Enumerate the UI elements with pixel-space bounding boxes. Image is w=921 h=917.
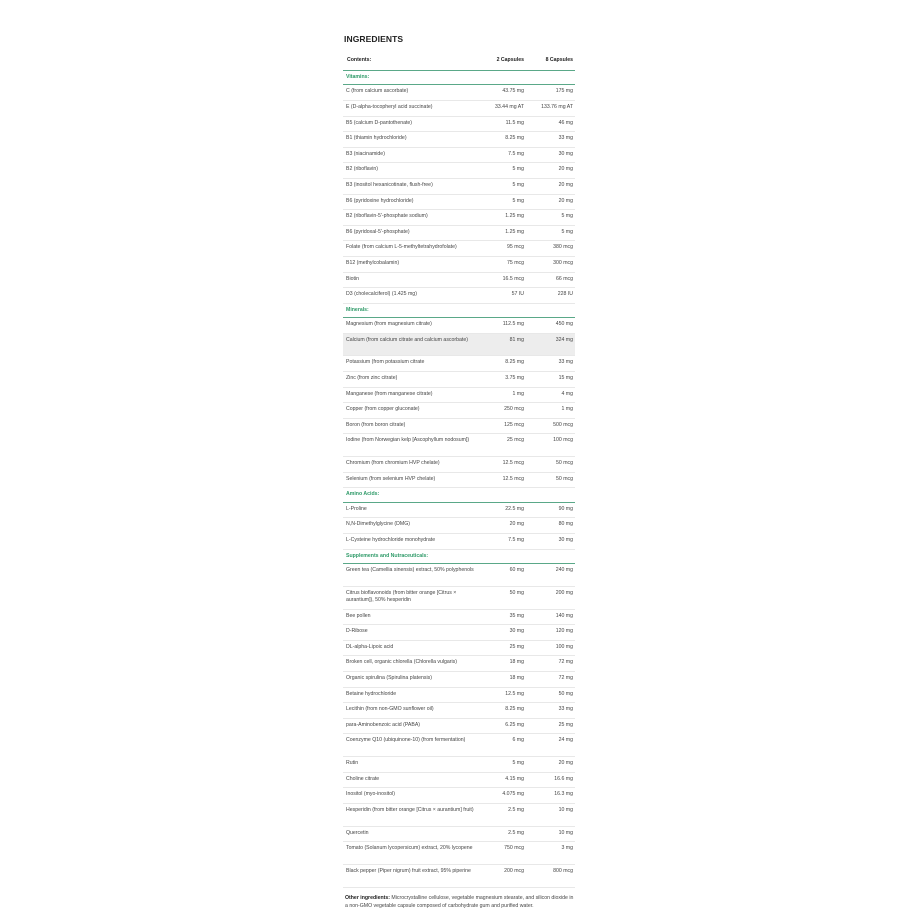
- amount-8-capsules: 20 mg: [526, 163, 575, 179]
- amount-2-capsules: 6 mg: [481, 734, 526, 757]
- ingredient-name: Broken cell, organic chlorella (Chlorella vulgaris): [343, 656, 481, 672]
- table-row: [343, 372, 575, 388]
- ingredient-name: B3 (niacinamide): [343, 147, 481, 163]
- table-row: [343, 318, 575, 334]
- section-title: Minerals:: [343, 303, 575, 317]
- amount-2-capsules: 7.5 mg: [481, 534, 526, 550]
- amount-2-capsules: 2.5 mg: [481, 826, 526, 842]
- table-row: [343, 625, 575, 641]
- amount-2-capsules: 6.25 mg: [481, 718, 526, 734]
- table-row: [343, 210, 575, 226]
- amount-8-capsules: 30 mg: [526, 534, 575, 550]
- table-row: [343, 671, 575, 687]
- amount-8-capsules: 324 mg: [526, 333, 575, 356]
- table-row: [343, 788, 575, 804]
- amount-2-capsules: 1.25 mg: [481, 210, 526, 226]
- amount-8-capsules: 200 mg: [526, 586, 575, 609]
- ingredient-name: B6 (pyridoxine hydrochloride): [343, 194, 481, 210]
- amount-8-capsules: 380 mcg: [526, 241, 575, 257]
- amount-8-capsules: 24 mg: [526, 734, 575, 757]
- amount-8-capsules: 20 mg: [526, 757, 575, 773]
- amount-2-capsules: 5 mg: [481, 178, 526, 194]
- amount-2-capsules: 35 mg: [481, 609, 526, 625]
- ingredient-name: Tomato (Solanum lycopersicum) extract, 20% lycopene: [343, 842, 481, 865]
- table-row: [343, 288, 575, 304]
- table-row: [343, 586, 575, 609]
- section-header-row: [343, 303, 575, 317]
- amount-8-capsules: 50 mcg: [526, 472, 575, 488]
- ingredients-table: [343, 54, 575, 888]
- table-row: [343, 734, 575, 757]
- amount-8-capsules: 72 mg: [526, 671, 575, 687]
- amount-8-capsules: 80 mg: [526, 518, 575, 534]
- ingredient-name: Chromium (from chromium HVP chelate): [343, 457, 481, 473]
- other-ingredients: [343, 894, 575, 910]
- amount-2-capsules: 125 mcg: [481, 418, 526, 434]
- table-row: [343, 472, 575, 488]
- ingredient-name: D-Ribose: [343, 625, 481, 641]
- table-row: [343, 225, 575, 241]
- section-header-row: [343, 71, 575, 85]
- amount-2-capsules: 22.5 mg: [481, 502, 526, 518]
- table-row: [343, 333, 575, 356]
- amount-2-capsules: 43.75 mg: [481, 85, 526, 101]
- ingredient-name: Calcium (from calcium citrate and calcium ascorbate): [343, 333, 481, 356]
- ingredient-name: Quercetin: [343, 826, 481, 842]
- amount-8-capsules: 33 mg: [526, 356, 575, 372]
- column-header-contents: Contents:: [343, 54, 481, 71]
- amount-2-capsules: 12.5 mg: [481, 687, 526, 703]
- ingredient-name: para-Aminobenzoic acid (PABA): [343, 718, 481, 734]
- section-title: Vitamins:: [343, 71, 575, 85]
- ingredient-name: C (from calcium ascorbate): [343, 85, 481, 101]
- other-ingredients-text: Microcrystalline cellulose, vegetable magnesium stearate, and silicon dioxide in a non-GMO vegetable capsule composed of carbohydrate gum and purified water.: [345, 894, 574, 909]
- table-row: [343, 803, 575, 826]
- amount-8-capsules: 16.3 mg: [526, 788, 575, 804]
- table-row: [343, 356, 575, 372]
- amount-8-capsules: 90 mg: [526, 502, 575, 518]
- amount-2-capsules: 5 mg: [481, 194, 526, 210]
- ingredient-name: Biotin: [343, 272, 481, 288]
- amount-2-capsules: 57 IU: [481, 288, 526, 304]
- amount-2-capsules: 8.25 mg: [481, 356, 526, 372]
- table-row: [343, 564, 575, 587]
- amount-8-capsules: 120 mg: [526, 625, 575, 641]
- ingredient-name: Magnesium (from magnesium citrate): [343, 318, 481, 334]
- amount-2-capsules: 2.5 mg: [481, 803, 526, 826]
- amount-8-capsules: 240 mg: [526, 564, 575, 587]
- table-row: [343, 256, 575, 272]
- amount-8-capsules: 3 mg: [526, 842, 575, 865]
- amount-8-capsules: 50 mg: [526, 687, 575, 703]
- ingredients-heading: INGREDIENTS: [344, 34, 404, 44]
- ingredient-name: Copper (from copper gluconate): [343, 403, 481, 419]
- amount-2-capsules: 1.25 mg: [481, 225, 526, 241]
- amount-2-capsules: 5 mg: [481, 757, 526, 773]
- amount-8-capsules: 300 mcg: [526, 256, 575, 272]
- amount-8-capsules: 500 mcg: [526, 418, 575, 434]
- column-header-8-capsules: 8 Capsules: [526, 54, 575, 71]
- amount-8-capsules: 4 mg: [526, 387, 575, 403]
- ingredient-name: Betaine hydrochloride: [343, 687, 481, 703]
- table-header-row: [343, 54, 575, 71]
- table-row: [343, 757, 575, 773]
- amount-2-capsules: 25 mg: [481, 640, 526, 656]
- amount-8-capsules: 66 mcg: [526, 272, 575, 288]
- ingredient-name: B2 (riboflavin): [343, 163, 481, 179]
- amount-2-capsules: 250 mcg: [481, 403, 526, 419]
- amount-8-capsules: 72 mg: [526, 656, 575, 672]
- section-title: Amino Acids:: [343, 488, 575, 502]
- table-row: [343, 387, 575, 403]
- ingredient-name: Hesperidin (from bitter orange [Citrus × aurantium] fruit): [343, 803, 481, 826]
- amount-2-capsules: 75 mcg: [481, 256, 526, 272]
- ingredient-name: Black pepper (Piper nigrum) fruit extract, 95% piperine: [343, 865, 481, 888]
- amount-2-capsules: 95 mcg: [481, 241, 526, 257]
- ingredient-name: Organic spirulina (Spirulina platensis): [343, 671, 481, 687]
- table-row: [343, 194, 575, 210]
- ingredient-name: Folate (from calcium L-5-methyltetrahydrofolate): [343, 241, 481, 257]
- amount-8-capsules: 20 mg: [526, 194, 575, 210]
- amount-2-capsules: 11.5 mg: [481, 116, 526, 132]
- ingredient-name: L-Cysteine hydrochloride monohydrate: [343, 534, 481, 550]
- amount-2-capsules: 5 mg: [481, 163, 526, 179]
- section-header-row: [343, 488, 575, 502]
- amount-8-capsules: 133.76 mg AT: [526, 100, 575, 116]
- table-row: [343, 718, 575, 734]
- section-header-row: [343, 549, 575, 563]
- table-row: [343, 703, 575, 719]
- table-row: [343, 403, 575, 419]
- amount-2-capsules: 18 mg: [481, 656, 526, 672]
- ingredient-name: B12 (methylcobalamin): [343, 256, 481, 272]
- ingredient-name: B1 (thiamin hydrochloride): [343, 132, 481, 148]
- ingredient-name: Iodine (from Norwegian kelp [Ascophyllum nodosum]): [343, 434, 481, 457]
- amount-2-capsules: 20 mg: [481, 518, 526, 534]
- amount-8-capsules: 1 mg: [526, 403, 575, 419]
- amount-8-capsules: 140 mg: [526, 609, 575, 625]
- table-row: [343, 272, 575, 288]
- amount-2-capsules: 60 mg: [481, 564, 526, 587]
- amount-2-capsules: 3.75 mg: [481, 372, 526, 388]
- ingredient-name: N,N-Dimethylglycine (DMG): [343, 518, 481, 534]
- ingredient-name: L-Proline: [343, 502, 481, 518]
- amount-2-capsules: 1 mg: [481, 387, 526, 403]
- table-row: [343, 826, 575, 842]
- ingredient-name: B2 (riboflavin-5'-phosphate sodium): [343, 210, 481, 226]
- table-row: [343, 418, 575, 434]
- table-row: [343, 609, 575, 625]
- table-row: [343, 518, 575, 534]
- table-row: [343, 842, 575, 865]
- table-row: [343, 132, 575, 148]
- table-row: [343, 178, 575, 194]
- amount-8-capsules: 175 mg: [526, 85, 575, 101]
- ingredient-name: E (D-alpha-tocopheryl acid succinate): [343, 100, 481, 116]
- ingredient-name: Choline citrate: [343, 772, 481, 788]
- table-row: [343, 163, 575, 179]
- ingredients-panel: [343, 34, 575, 910]
- amount-8-capsules: 33 mg: [526, 703, 575, 719]
- amount-2-capsules: 12.5 mcg: [481, 472, 526, 488]
- ingredient-name: B3 (inositol hexanicotinate, flush-free): [343, 178, 481, 194]
- ingredient-name: B6 (pyridoxal-5'-phosphate): [343, 225, 481, 241]
- amount-2-capsules: 16.5 mcg: [481, 272, 526, 288]
- other-ingredients-label: Other ingredients:: [345, 894, 390, 901]
- table-row: [343, 116, 575, 132]
- amount-8-capsules: 20 mg: [526, 178, 575, 194]
- amount-8-capsules: 228 IU: [526, 288, 575, 304]
- amount-2-capsules: 12.5 mcg: [481, 457, 526, 473]
- section-title: Supplements and Nutraceuticals:: [343, 549, 575, 563]
- ingredient-name: Selenium (from selenium HVP chelate): [343, 472, 481, 488]
- amount-2-capsules: 4.15 mg: [481, 772, 526, 788]
- amount-2-capsules: 18 mg: [481, 671, 526, 687]
- table-row: [343, 640, 575, 656]
- table-row: [343, 457, 575, 473]
- table-row: [343, 772, 575, 788]
- ingredient-name: Zinc (from zinc citrate): [343, 372, 481, 388]
- amount-2-capsules: 8.25 mg: [481, 132, 526, 148]
- table-row: [343, 865, 575, 888]
- ingredient-name: Lecithin (from non-GMO sunflower oil): [343, 703, 481, 719]
- column-header-2-capsules: 2 Capsules: [481, 54, 526, 71]
- amount-8-capsules: 100 mg: [526, 640, 575, 656]
- ingredient-name: Citrus bioflavonoids (from bitter orange [Citrus × aurantium]), 50% hesperidin: [343, 586, 481, 609]
- amount-2-capsules: 112.5 mg: [481, 318, 526, 334]
- ingredient-name: Manganese (from manganese citrate): [343, 387, 481, 403]
- amount-8-capsules: 5 mg: [526, 225, 575, 241]
- ingredient-name: Bee pollen: [343, 609, 481, 625]
- ingredient-name: Boron (from boron citrate): [343, 418, 481, 434]
- amount-8-capsules: 33 mg: [526, 132, 575, 148]
- amount-8-capsules: 25 mg: [526, 718, 575, 734]
- amount-8-capsules: 100 mcg: [526, 434, 575, 457]
- table-row: [343, 100, 575, 116]
- ingredient-name: Green tea (Camellia sinensis) extract, 50% polyphenols: [343, 564, 481, 587]
- ingredients-body: [343, 71, 575, 888]
- amount-8-capsules: 30 mg: [526, 147, 575, 163]
- amount-8-capsules: 10 mg: [526, 826, 575, 842]
- ingredient-name: Rutin: [343, 757, 481, 773]
- table-row: [343, 534, 575, 550]
- amount-8-capsules: 16.6 mg: [526, 772, 575, 788]
- table-row: [343, 241, 575, 257]
- amount-2-capsules: 81 mg: [481, 333, 526, 356]
- amount-8-capsules: 800 mcg: [526, 865, 575, 888]
- ingredient-name: Potassium (from potassium citrate: [343, 356, 481, 372]
- amount-2-capsules: 750 mcg: [481, 842, 526, 865]
- amount-8-capsules: 15 mg: [526, 372, 575, 388]
- table-row: [343, 502, 575, 518]
- amount-2-capsules: 33.44 mg AT: [481, 100, 526, 116]
- amount-2-capsules: 25 mcg: [481, 434, 526, 457]
- amount-2-capsules: 8.25 mg: [481, 703, 526, 719]
- amount-2-capsules: 30 mg: [481, 625, 526, 641]
- ingredient-name: DL-alpha-Lipoic acid: [343, 640, 481, 656]
- ingredient-name: B5 (calcium D-pantothenate): [343, 116, 481, 132]
- amount-2-capsules: 50 mg: [481, 586, 526, 609]
- amount-2-capsules: 4.075 mg: [481, 788, 526, 804]
- amount-2-capsules: 200 mcg: [481, 865, 526, 888]
- table-row: [343, 656, 575, 672]
- table-row: [343, 434, 575, 457]
- amount-8-capsules: 46 mg: [526, 116, 575, 132]
- amount-8-capsules: 10 mg: [526, 803, 575, 826]
- ingredient-name: Inositol (myo-inositol): [343, 788, 481, 804]
- amount-2-capsules: 7.5 mg: [481, 147, 526, 163]
- ingredient-name: Coenzyme Q10 (ubiquinone-10) (from fermentation): [343, 734, 481, 757]
- table-row: [343, 687, 575, 703]
- ingredient-name: D3 (cholecalciferol) (1.425 mg): [343, 288, 481, 304]
- amount-8-capsules: 5 mg: [526, 210, 575, 226]
- table-row: [343, 85, 575, 101]
- amount-8-capsules: 50 mcg: [526, 457, 575, 473]
- table-row: [343, 147, 575, 163]
- amount-8-capsules: 450 mg: [526, 318, 575, 334]
